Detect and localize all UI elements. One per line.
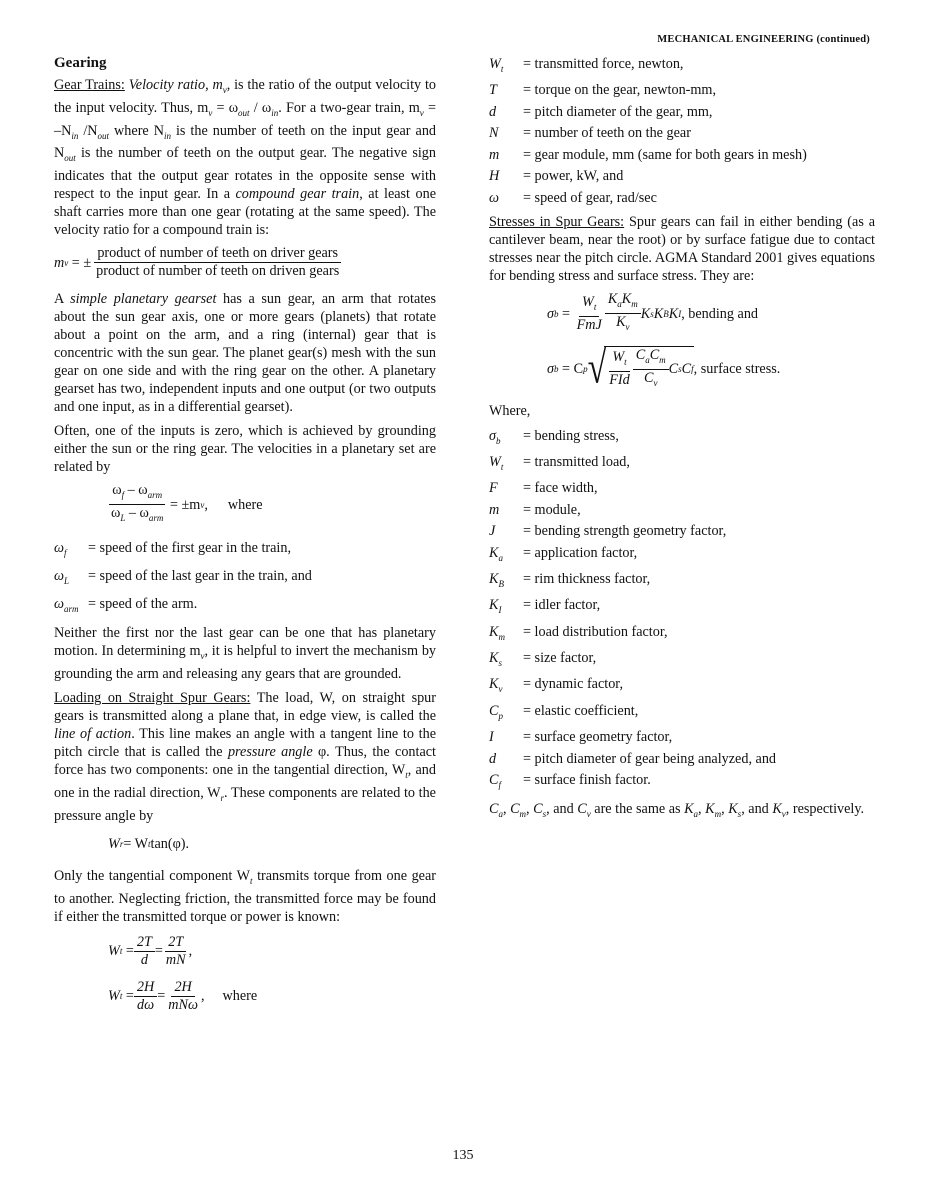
definition-symbol: ω [489, 189, 500, 206]
omega-definitions [54, 537, 436, 620]
definition-row [489, 80, 875, 102]
neither-paragraph: Neither the first nor the last gear can be one that has planetary motion. In determining $m_v$, it is helpful to invert the mechanism by grounding the arm and releasing any gears that are grounded. [54, 625, 437, 683]
definition-row [489, 569, 875, 595]
definition-symbol: J [489, 523, 496, 540]
definition-row [54, 593, 436, 621]
definition-text: = idler factor, [523, 597, 601, 614]
definition-text: = number of teeth on the gear [523, 125, 691, 142]
definition-row [489, 622, 875, 648]
definition-text: = bending strength geometry factor, [523, 523, 727, 540]
definition-symbol: d [489, 103, 497, 120]
planetary-paragraph-2: Often, one of the inputs is zero, which is achieved by grounding either the sun or the ring gear. The velocities in a planetary set are related by [54, 423, 436, 476]
definition-row [489, 145, 875, 167]
definition-symbol: $K_v$ [489, 676, 503, 695]
definition-row [489, 54, 875, 80]
definition-row [489, 102, 875, 124]
definition-symbol: $W_t$ [489, 453, 504, 472]
definition-symbol: H [489, 168, 500, 185]
surface-stress-equation: σ b = C p √ $\frac{W_t}{\text{FId}}$ $\frac{C_aC_m}{C_v}$ C s C f , surface stress. [547, 343, 781, 394]
page-number: 135 [452, 1148, 474, 1163]
definition-text: = bending stress, [523, 427, 619, 444]
running-head: MECHANICAL ENGINEERING (continued) [657, 34, 870, 45]
definition-text: = torque on the gear, newton-mm, [523, 82, 716, 99]
definition-row [489, 521, 875, 543]
definition-text: = elastic coefficient, [523, 702, 639, 719]
definition-row [489, 674, 875, 700]
definition-text: = speed of the last gear in the train, and [88, 567, 312, 584]
definition-row [489, 123, 875, 145]
definition-symbol: F [489, 480, 498, 497]
definition-row [489, 452, 875, 478]
definition-text: = pitch diameter of gear being analyzed, and [523, 750, 777, 767]
where-label: Where, [489, 402, 531, 419]
square-root-sign: √ $\frac{W_t}{\text{FId}}$ $\frac{C_aC_m}{C_v}$ C s C f [587, 343, 694, 394]
velocity-ratio-equation: m v = ± $\frac{\text{product of number of teeth on driver gears}}{\text{product of number of teeth on driven gears}}$ [54, 245, 340, 280]
definition-row [489, 749, 875, 771]
definition-text: = transmitted force, newton, [523, 56, 684, 72]
definition-row [489, 727, 875, 749]
definition-text: = module, [523, 501, 581, 518]
definition-symbol: $\omega_L$ [54, 567, 70, 586]
definition-row [489, 500, 875, 522]
stress-definitions [489, 426, 875, 797]
definition-text: = power, kW, and [523, 168, 624, 185]
definition-symbol: $K_I$ [489, 597, 502, 616]
section-heading: Gearing [54, 55, 107, 71]
definition-symbol: $K_B$ [489, 571, 504, 589]
planetary-equation: $\frac{\omega_f - \omega_{arm}}{\omega_L - \omega_{arm}}$ = ±m v , where [111, 482, 263, 523]
definition-symbol: $K_s$ [489, 650, 502, 668]
definition-text: = size factor, [523, 650, 597, 667]
definition-row [54, 565, 436, 593]
definition-row [489, 166, 875, 188]
force-definitions [489, 54, 875, 209]
definition-symbol: T [489, 82, 497, 99]
right-column [489, 54, 875, 829]
definition-text: = load distribution factor, [523, 623, 668, 640]
definition-text: = face width, [523, 480, 598, 497]
definition-text: = speed of gear, rad/sec [523, 189, 657, 206]
definition-row [489, 701, 875, 727]
definition-text: = transmitted load, [523, 453, 630, 470]
definition-symbol: $K_m$ [489, 623, 505, 642]
definition-row [489, 188, 875, 210]
definition-text: = dynamic factor, [523, 676, 624, 693]
bending-stress-equation: σ b = $\frac{W_t}{\text{FmJ}}$ $\frac{K_aK_m}{K_v}$ K s K B K I , bending and [547, 291, 759, 333]
gear-trains-paragraph: Gear Trains: Velocity ratio, $m_v$, is the ratio of the output velocity to the input velocity. Thus, $m_v = \omega_{out} / \omega_{in}$. For a two-gear train, $m_v = -N_{in}$ $/N_{out}$ where $N_{in}$ is the number of teeth on the input gear and $N_{out}$ is the number of teeth on the output gear. The negative sign indicates that the output gear rotates in the opposite sense with respect to the input gear. In a compound gear train, at least one shaft carries more than one gear (rotating at the same speed). The velocity ratio for a compound train is: [54, 77, 437, 239]
definition-symbol: $C_f$ [489, 772, 501, 790]
stresses-paragraph: Stresses in Spur Gears: Spur gears can fail in either bending (as a cantilever beam, near the root) or by surface fatigue due to contact stresses near the pitch circle. AGMA Standard 2001 gives equations for bending stress and surface stress. They are: [489, 214, 875, 285]
radial-force-equation: W r = W t tan(φ). [108, 835, 190, 852]
definition-row [489, 595, 875, 621]
transmitted-force-equation-1: W t = $\frac{2T}{d}$ = $\frac{2T}{mN}$ , [108, 933, 193, 968]
loading-paragraph: Loading on Straight Spur Gears: The load, W, on straight spur gears is transmitted along a plane that, in edge view, is called the line of action. This line makes an angle with a tangent line to the pitch circle that is called the pressure angle φ. Thus, the contact force has two components: one in the tangential direction, $W_t$, and one in the radial direction, $W_r$. These components are related to the pressure angle by [54, 690, 436, 824]
closing-paragraph: $C_a$, $C_m$, $C_s$, and $C_v$ are the same as $K_a$, $K_m$, $K_s$, and $K_v$, respectively. [489, 801, 865, 820]
transmitted-force-equation-2: W t = $\frac{2H}{d\omega}$ = $\frac{2H}{\text{mNω}}$ , where [108, 978, 258, 1013]
definition-text: = gear module, mm (same for both gears in mesh) [523, 146, 807, 163]
definition-text: = application factor, [523, 544, 638, 561]
definition-row [489, 426, 875, 452]
definition-text: = speed of the first gear in the train, [88, 539, 292, 556]
definition-symbol: $\omega_{arm}$ [54, 595, 79, 614]
definition-row [489, 770, 875, 796]
definition-symbol: I [489, 729, 494, 746]
definition-symbol: m [489, 146, 500, 163]
definition-symbol: $\omega_f$ [54, 539, 67, 558]
tangential-paragraph: Only the tangential component $W_t$ transmits torque from one gear to another. Neglecting friction, the transmitted force may be found if either the transmitted torque or power is known: [54, 867, 436, 925]
definition-symbol: $C_p$ [489, 702, 503, 721]
definition-symbol: $W_t$ [489, 56, 504, 74]
definition-text: = pitch diameter of the gear, mm, [523, 103, 713, 120]
definition-symbol: $K_a$ [489, 544, 503, 563]
definition-row [489, 648, 875, 674]
left-column [54, 54, 436, 1024]
definition-symbol: $\sigma_b$ [489, 427, 501, 446]
definition-row [489, 543, 875, 569]
definition-symbol: m [489, 501, 500, 518]
planetary-paragraph-1: A simple planetary gearset has a sun gear, an arm that rotates about the sun gear axis, one or more gears (planets) that rotate about a point on the arm, and a ring (internal) gear that is concentric with the sun gear. The planet gear(s) mesh with the sun gear on one side and with the ring gear on the other. A planetary gearset has two, independent inputs and one output (or two outputs and one input, as in a differential gearset). [54, 291, 437, 416]
definition-text: = rim thickness factor, [523, 571, 651, 588]
definition-text: = speed of the arm. [88, 595, 198, 612]
definition-symbol: N [489, 125, 499, 142]
definition-text: = surface geometry factor, [523, 729, 673, 746]
definition-row [489, 478, 875, 500]
definition-row [54, 537, 436, 565]
definition-text: = surface finish factor. [523, 772, 651, 789]
definition-symbol: d [489, 750, 497, 767]
